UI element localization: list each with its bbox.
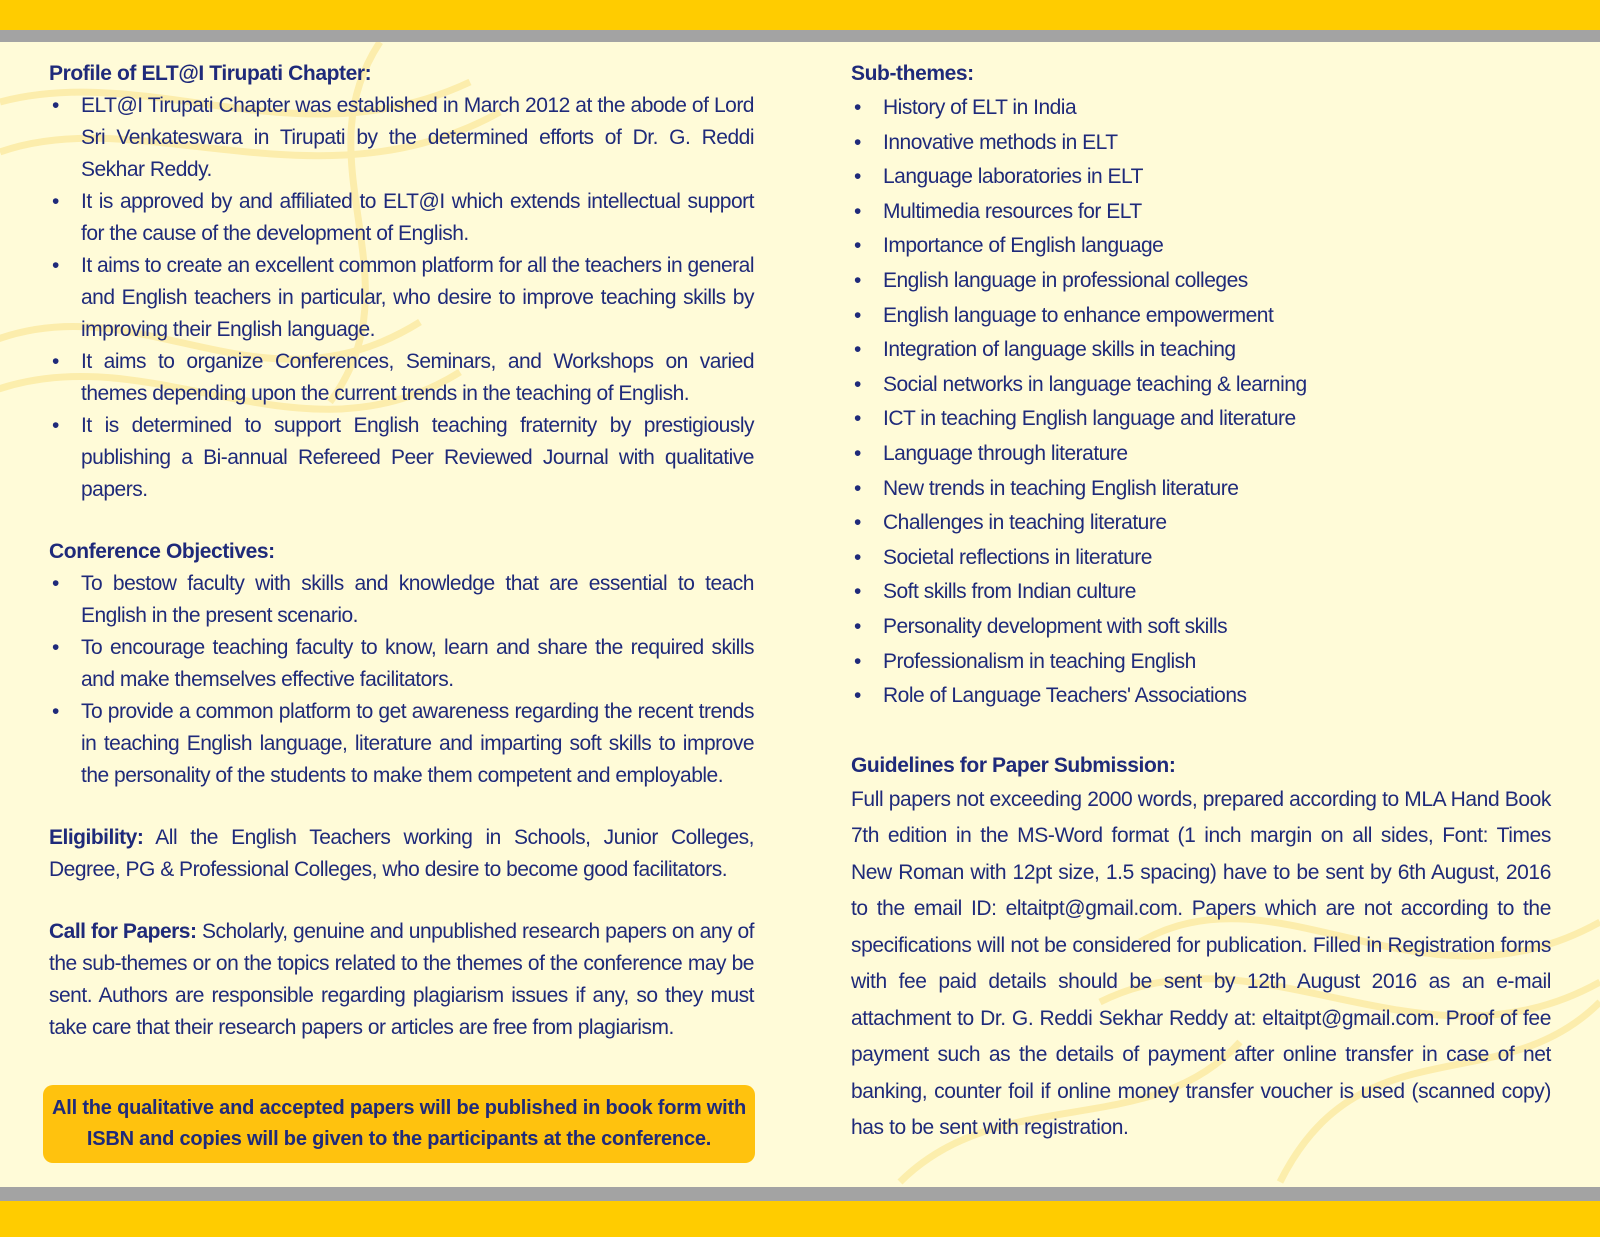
list-item: • It is approved by and affiliated to ELT@I which extends intellectual support for the cause of the development of English. <box>49 186 754 250</box>
list-item: • English language in professional colleges <box>851 264 1551 299</box>
list-item: • Innovative methods in ELT <box>851 126 1551 161</box>
left-column <box>49 58 754 1044</box>
top-gray-rule <box>0 30 1600 42</box>
list-item: • Professionalism in teaching English <box>851 645 1551 680</box>
bullet: • <box>854 234 861 258</box>
list-item: • English language to enhance empowerment <box>851 299 1551 334</box>
list-item: • To encourage teaching faculty to know, learn and share the required skills and make themselves effective facilitators. <box>49 632 754 696</box>
bullet: • <box>854 649 861 673</box>
eligibility-label: Eligibility: <box>49 826 144 849</box>
bullet: • <box>52 700 59 723</box>
bullet: • <box>854 684 861 708</box>
bullet: • <box>854 303 861 327</box>
list-item: • Societal reflections in literature <box>851 541 1551 576</box>
guidelines-heading: Guidelines for Paper Submission: <box>851 753 1176 777</box>
list-item: • Language laboratories in ELT <box>851 160 1551 195</box>
objectives-list <box>49 568 754 792</box>
bullet: • <box>854 545 861 569</box>
bottom-yellow-band <box>0 1201 1600 1237</box>
list-item: • History of ELT in India <box>851 91 1551 126</box>
eligibility-paragraph: Eligibility: All the English Teachers working in Schools, Junior Colleges, Degree, PG & Professional Colleges, who desire to become good facilitators. <box>49 826 754 881</box>
bullet: • <box>854 441 861 465</box>
list-item: • Language through literature <box>851 437 1551 472</box>
profile-list <box>49 90 754 506</box>
bullet: • <box>854 130 861 154</box>
bullet: • <box>854 614 861 638</box>
list-item: • It aims to create an excellent common platform for all the teachers in general and English teachers in particular, who desire to improve teaching skills by improving their English language. <box>49 250 754 346</box>
bullet: • <box>854 199 861 223</box>
bullet: • <box>52 572 59 595</box>
bullet: • <box>854 407 861 431</box>
list-item: • Social networks in language teaching & learning <box>851 368 1551 403</box>
call-for-papers-label: Call for Papers: <box>49 920 197 943</box>
bullet: • <box>854 338 861 362</box>
publication-callout <box>43 1085 755 1163</box>
list-item: • It is determined to support English teaching fraternity by prestigiously publishing a Bi-annual Refereed Peer Reviewed Journal with qualitative papers. <box>49 410 754 506</box>
bullet: • <box>52 94 59 117</box>
list-item: • Importance of English language <box>851 229 1551 264</box>
bullet: • <box>854 580 861 604</box>
bullet: • <box>52 636 59 659</box>
list-item: • ICT in teaching English language and literature <box>851 402 1551 437</box>
bullet: • <box>854 268 861 292</box>
bottom-gray-rule <box>0 1187 1600 1201</box>
bullet: • <box>854 372 861 396</box>
bullet: • <box>52 414 59 437</box>
bullet: • <box>854 165 861 189</box>
list-item: • Soft skills from Indian culture <box>851 575 1551 610</box>
bullet: • <box>854 476 861 500</box>
top-yellow-band <box>0 0 1600 30</box>
callout-line-2: ISBN and copies will be given to the participants at the conference. <box>86 1128 712 1150</box>
objectives-heading: Conference Objectives: <box>49 540 275 563</box>
list-item: • New trends in teaching English literature <box>851 472 1551 507</box>
list-item: • Integration of language skills in teaching <box>851 333 1551 368</box>
list-item: • To bestow faculty with skills and knowledge that are essential to teach English in the present scenario. <box>49 568 754 632</box>
bullet: • <box>854 96 861 119</box>
call-for-papers-paragraph: Call for Papers: Scholarly, genuine and unpublished research papers on any of the sub-themes or on the topics related to the themes of the conference may be sent. Authors are responsible regarding plagiarism issues if any, so they must take care that their research papers or articles are free from plagiarism. <box>49 920 755 1039</box>
list-item: • To provide a common platform to get awareness regarding the recent trends in teaching English language, literature and imparting soft skills to improve the personality of the students to make them competent and employable. <box>49 696 754 792</box>
list-item: • Role of Language Teachers' Associations <box>851 679 1551 714</box>
list-item: • Personality development with soft skills <box>851 610 1551 645</box>
guidelines-paragraph: Full papers not exceeding 2000 words, prepared according to MLA Hand Book 7th edition in the MS-Word format (1 inch margin on all sides, Font: Times New Roman with 12pt size, 1.5 spacing) have to be sent by 6th August, 2016 to the email ID: eltaitpt@gmail.com. Papers which are not according to the specifications will not be considered for publication. Filled in Registration forms with fee paid details should be sent by 12th August 2016 as an e-mail attachment to Dr. G. Reddi Sekhar Reddy at: eltaitpt@gmail.com. Proof of fee payment such as the details of payment after online transfer in case of net banking, counter foil if online money transfer voucher is used (scanned copy) has to be sent with registration. <box>851 787 1551 1140</box>
list-item: • ELT@I Tirupati Chapter was established in March 2012 at the abode of Lord Sri Venkateswara in Tirupati by the determined efforts of Dr. G. Reddi Sekhar Reddy. <box>49 90 754 186</box>
bullet: • <box>52 190 59 213</box>
subthemes-heading: Sub-themes: <box>851 62 974 85</box>
profile-heading: Profile of ELT@I Tirupati Chapter: <box>49 62 372 85</box>
right-column <box>851 58 1551 1147</box>
list-item: • Multimedia resources for ELT <box>851 195 1551 230</box>
list-item: • Challenges in teaching literature <box>851 506 1551 541</box>
bullet: • <box>52 350 59 373</box>
subthemes-list <box>851 91 1551 714</box>
list-item: • It aims to organize Conferences, Seminars, and Workshops on varied themes depending upon the current trends in the teaching of English. <box>49 346 754 410</box>
bullet: • <box>854 511 861 535</box>
callout-line-1: All the qualitative and accepted papers will be published in book form with <box>52 1097 746 1119</box>
bullet: • <box>52 254 59 277</box>
